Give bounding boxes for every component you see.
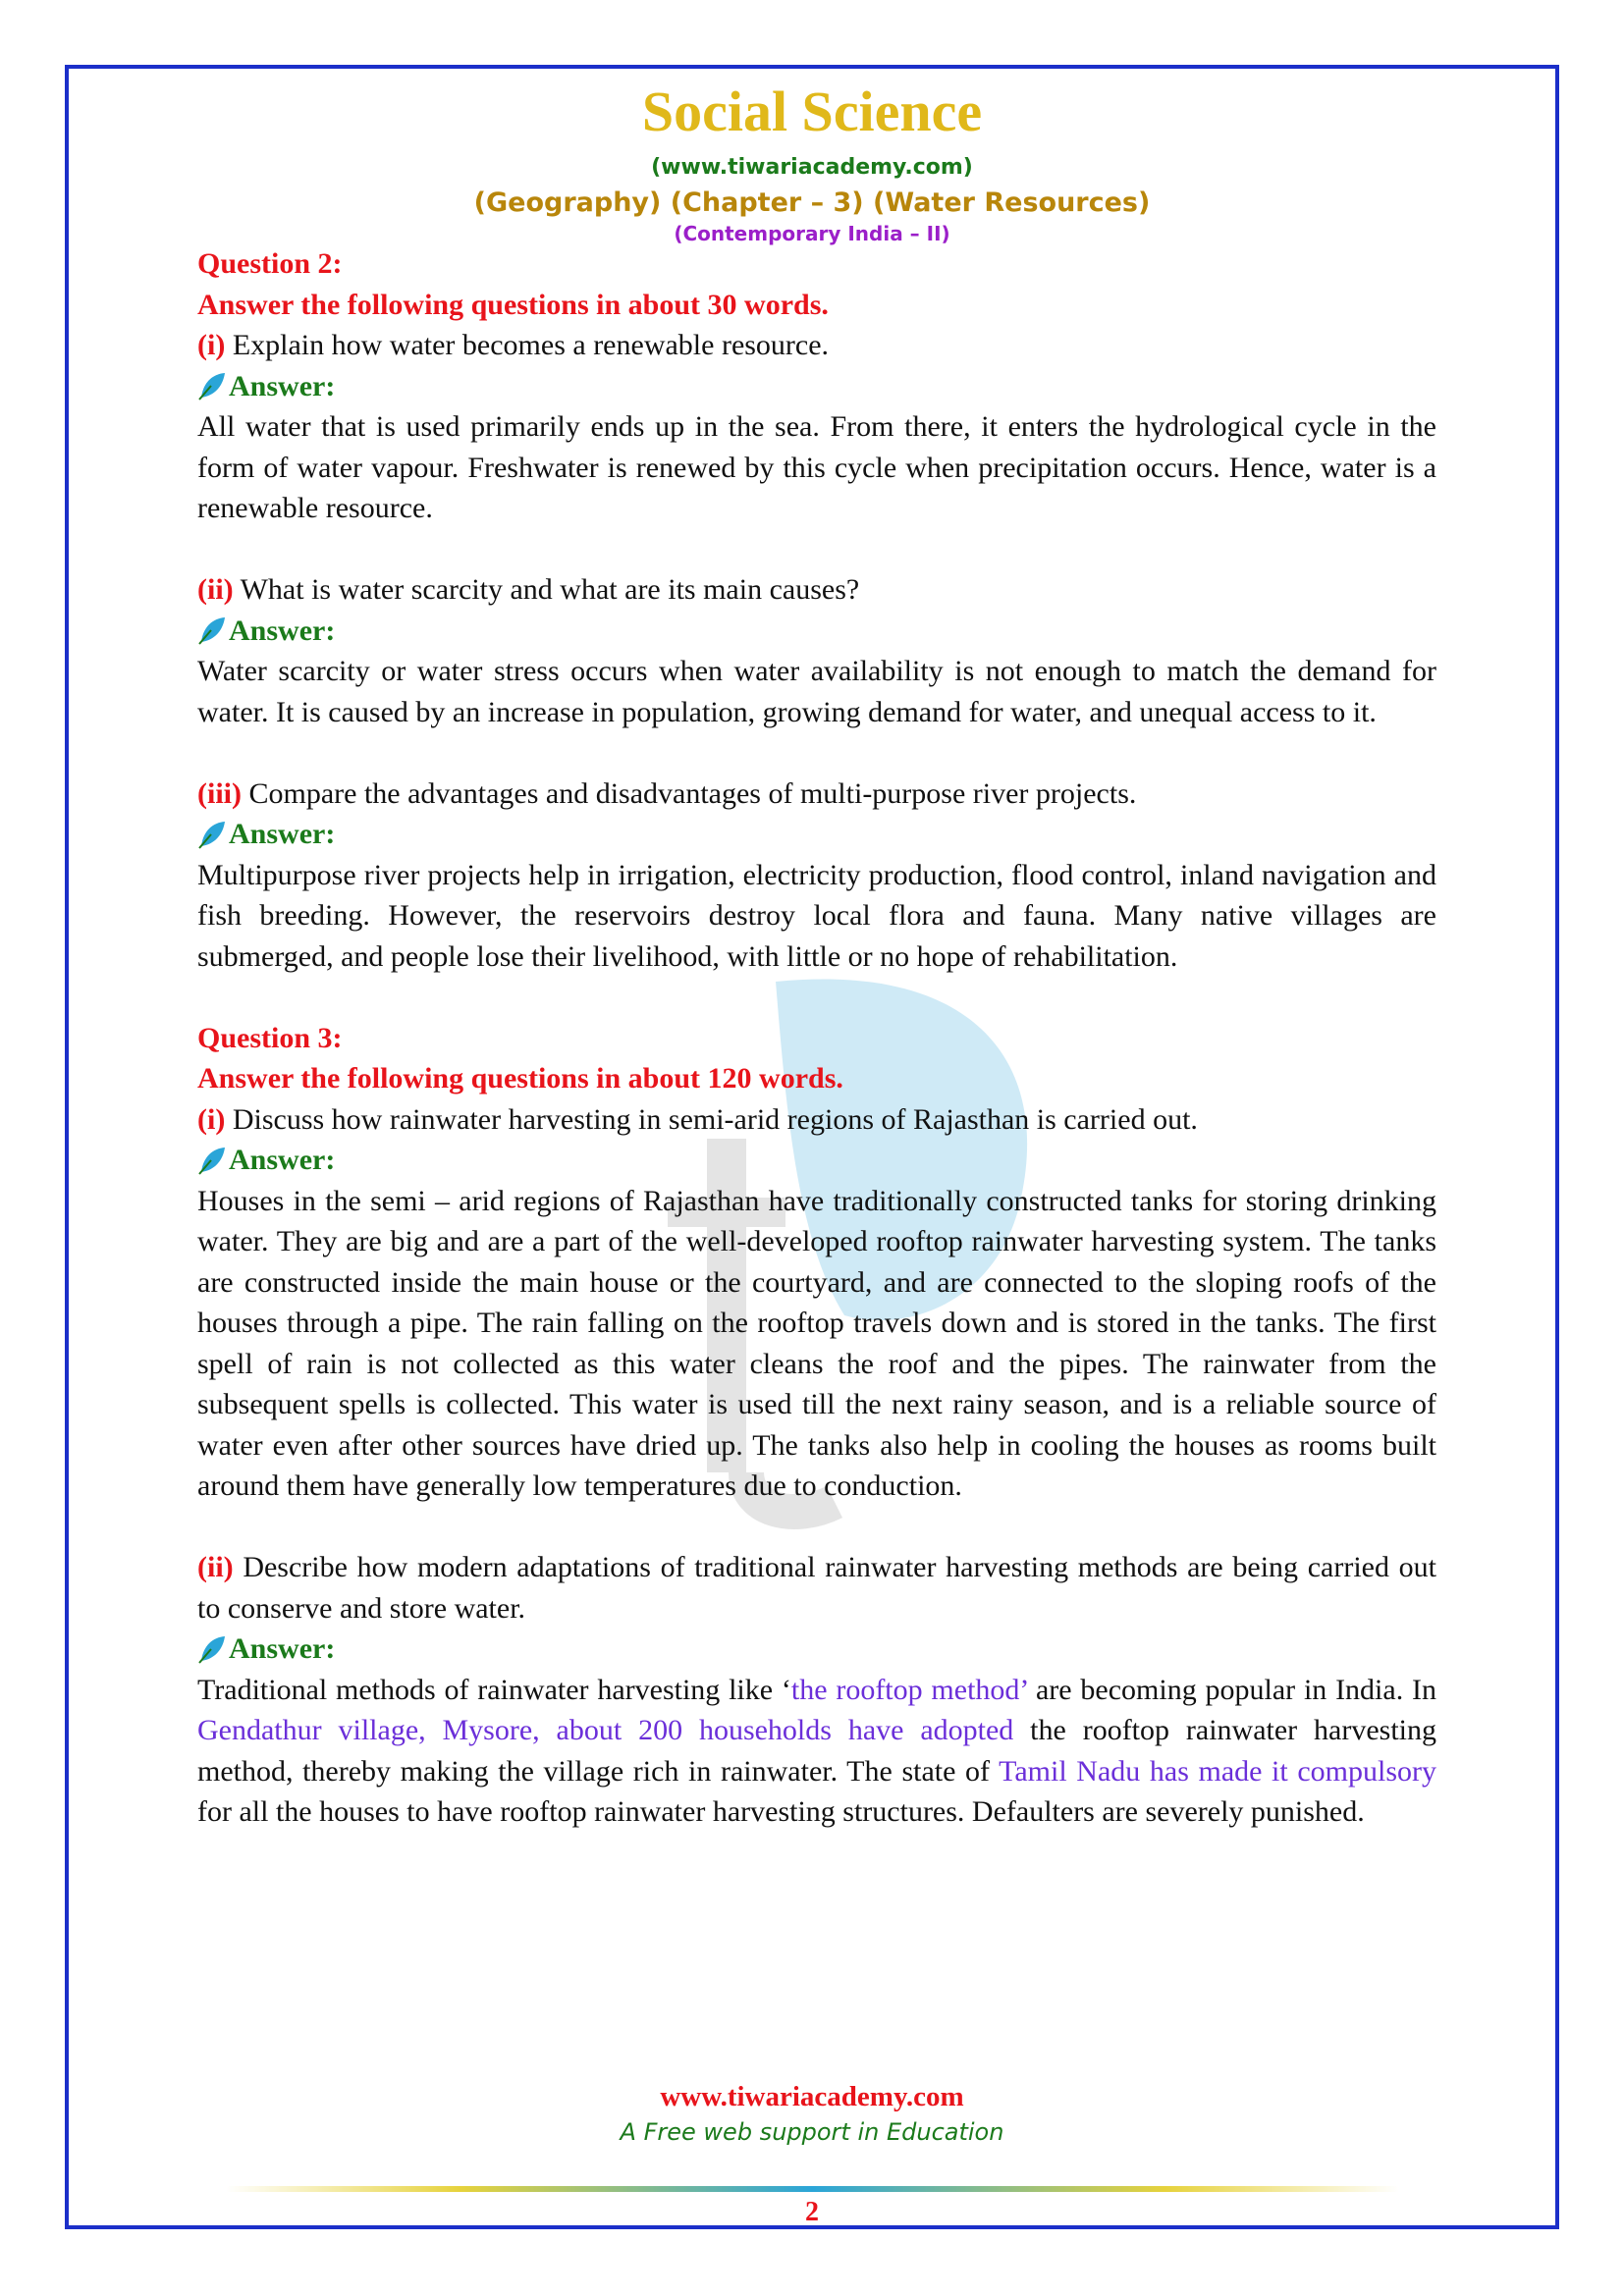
footer-divider — [226, 2186, 1399, 2192]
q2-ii-text: What is water scarcity and what are its main causes? — [233, 573, 860, 606]
q3-ii-answer — [197, 1670, 1436, 1833]
highlight-text: the rooftop method’ — [790, 1673, 1028, 1706]
q3-ii-number: (ii) — [197, 1551, 234, 1583]
q2-i-question — [197, 325, 1436, 366]
q3-i-number: (i) — [197, 1102, 226, 1136]
answer-label — [197, 1629, 1436, 1670]
question-2-instruction: Answer the following questions in about 30 words. — [197, 288, 829, 321]
answer-label-text: Answer: — [229, 614, 336, 647]
answer-label-text: Answer: — [229, 369, 336, 402]
footer-tagline: A Free web support in Education — [620, 2118, 1004, 2146]
q2-ii-number: (ii) — [197, 573, 234, 606]
q2-iii-text: Compare the advantages and disadvantages of multi-purpose river projects. — [242, 776, 1137, 810]
leaf-icon — [197, 1633, 227, 1665]
chapter-info: (Geography) (Chapter – 3) (Water Resources) — [473, 187, 1151, 218]
q3-i-question — [197, 1099, 1436, 1141]
main-content — [197, 243, 1436, 1833]
highlight-text: Tamil Nadu has made it compulsory — [999, 1754, 1436, 1788]
answer-label-text: Answer: — [229, 1144, 336, 1176]
header-site-link[interactable]: (www.tiwariacademy.com) — [651, 155, 973, 180]
leaf-icon — [197, 614, 227, 646]
answer-label-text: Answer: — [229, 1632, 336, 1665]
footer-site-link[interactable]: www.tiwariacademy.com — [660, 2081, 964, 2112]
answer-text: for all the houses to have rooftop rainwater harvesting structures. Defaulters are severely punished. — [197, 1795, 1365, 1828]
answer-text: Traditional methods of rainwater harvesting like ‘ — [197, 1673, 791, 1706]
q2-i-number: (i) — [197, 329, 226, 361]
page-number: 2 — [805, 2197, 819, 2227]
leaf-icon — [197, 1145, 227, 1176]
answer-label-text: Answer: — [229, 818, 336, 850]
q2-iii-answer: Multipurpose river projects help in irrigation, electricity production, flood control, inland navigation and fish breeding. However, the reservoirs destroy local flora and fauna. Many native villages are submerged, and people lose their livelihood, with little or no hope of rehabilitation. — [197, 858, 1436, 973]
leaf-icon — [197, 819, 227, 850]
q2-i-answer: All water that is used primarily ends up in the sea. From there, it enters the hydrological cycle in the form of water vapour. Freshwater is renewed by this cycle when precipitation occurs. Hence, water is a renewable resource. — [197, 410, 1436, 524]
leaf-icon — [197, 370, 227, 401]
q3-ii-text: Describe how modern adaptations of traditional rainwater harvesting methods are being carried out to conserve and store water. — [197, 1551, 1436, 1625]
question-3-instruction: Answer the following questions in about 120 words. — [197, 1062, 843, 1095]
answer-label — [197, 814, 1436, 855]
highlight-text: Gendathur village, Mysore, about 200 households have adopted — [197, 1714, 1014, 1746]
page-footer — [0, 2079, 1624, 2146]
page-header — [0, 77, 1624, 245]
q2-ii-answer: Water scarcity or water stress occurs when water availability is not enough to match the demand for water. It is caused by an increase in population, growing demand for water, and unequal access to it. — [197, 655, 1436, 728]
q2-i-text: Explain how water becomes a renewable resource. — [225, 329, 830, 361]
answer-text: are becoming popular in India. In — [1027, 1673, 1436, 1706]
answer-label — [197, 1140, 1436, 1181]
answer-label — [197, 611, 1436, 652]
page-title: Social Science — [641, 80, 983, 143]
q3-ii-question — [197, 1547, 1436, 1629]
answer-text: the rooftop rainwater harvesting method, thereby making the village rich in rainwater. The state of — [197, 1714, 1436, 1788]
answer-label — [197, 366, 1436, 407]
q2-iii-number: (iii) — [197, 776, 242, 810]
q3-i-answer: Houses in the semi – arid regions of Rajasthan have traditionally constructed tanks for storing drinking water. They are big and are a part of the well-developed rooftop rainwater harvesting system. The tanks are constructed inside the main house or the courtyard, and are connected to the sloping roofs of the houses through a pipe. The rain falling on the rooftop travels down and is stored in the tanks. The first spell of rain is not collected as this water cleans the roof and the pipes. The rainwater from the subsequent spells is collected. This water is used till the next rainy season, and is a reliable source of water even after other sources have dried up. The tanks also help in cooling the houses as rooms built around them have generally low temperatures due to conduction. — [197, 1184, 1436, 1502]
q3-i-text: Discuss how rainwater harvesting in semi-arid regions of Rajasthan is carried out. — [225, 1102, 1198, 1136]
q2-ii-question — [197, 569, 1436, 611]
q2-iii-question — [197, 774, 1436, 815]
book-info: (Contemporary India – II) — [674, 222, 950, 245]
question-3-heading: Question 3: — [197, 1021, 343, 1054]
question-2-heading: Question 2: — [197, 247, 343, 280]
